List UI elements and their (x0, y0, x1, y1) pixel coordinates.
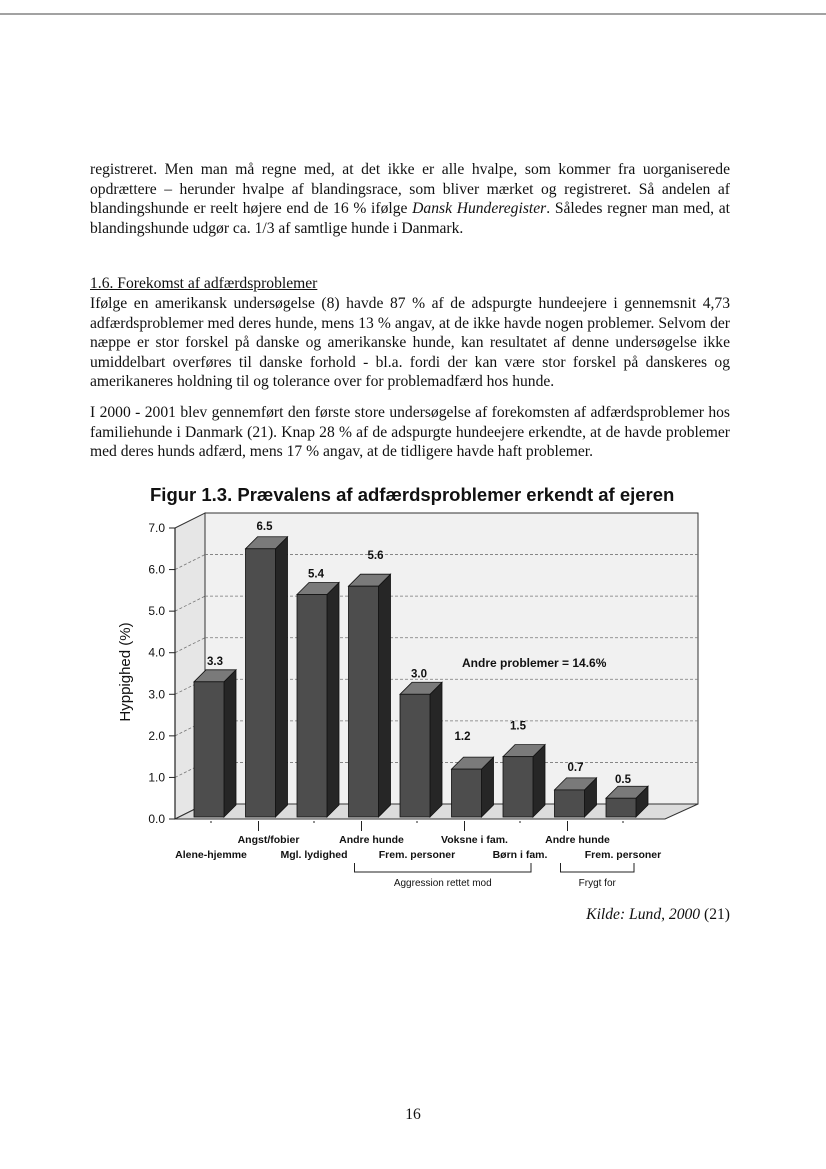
x-category-label: Frem. personer (378, 849, 456, 861)
bar-value-label: 3.0 (411, 668, 427, 681)
paragraph-1-text-a: registreret. Men man må regne med, at det ikke er alle hvalpe, som kommer fra uorganiserede opdrættere – herunder hvalpe af blandingsrace, som bliver mærket og registreret. Så andelen af blandingshunde er reelt højere end de 16 % ifølge (90, 161, 730, 218)
bar (349, 586, 379, 817)
group-bracket (355, 863, 532, 872)
bar-side (276, 537, 288, 817)
bar-value-label: 1.2 (454, 731, 471, 744)
y-tick-label: 3.0 (148, 687, 165, 702)
bar-chart (110, 505, 710, 890)
bar-value-label: 0.5 (615, 774, 631, 787)
bar (555, 790, 585, 817)
chart-annotation: Andre problemer = 14.6% (462, 656, 607, 670)
figure-title: Figur 1.3. Prævalens af adfærdsproblemer erkendt af ejeren (150, 484, 675, 505)
bar-value-label: 5.4 (308, 568, 324, 581)
bar-value-label: 6.5 (256, 520, 273, 533)
paragraph-1 (90, 160, 730, 238)
bar-side (379, 574, 391, 817)
x-category-label: Andre hunde (339, 834, 404, 846)
source-citation (560, 906, 730, 924)
x-category-label: Frem. personer (584, 849, 662, 861)
bar (400, 694, 430, 817)
section-heading: 1.6. Forekomst af adfærdsproblemer (90, 275, 318, 292)
bar-side (533, 745, 545, 817)
x-category-label: Andre hunde (545, 834, 610, 846)
x-category-label: Børn i fam. (492, 849, 548, 861)
top-border-line (0, 13, 826, 15)
bar-value-label: 5.6 (367, 550, 384, 563)
bar (452, 769, 482, 817)
source-ref: (21) (700, 906, 730, 923)
bar-side (224, 670, 236, 817)
paragraph-1-text-b: . Således regner man med, at blandingshunde udgør ca. 1/3 af samtlige hunde i Danmark. (90, 200, 730, 237)
bar (246, 549, 276, 817)
bar-value-label: 3.3 (207, 655, 223, 668)
x-category-label: Angst/fobier (237, 834, 300, 846)
group-bracket (561, 863, 635, 872)
y-tick-label: 1.0 (148, 770, 165, 785)
x-category-label: Voksne i fam. (441, 834, 508, 846)
y-tick-label: 4.0 (148, 645, 165, 660)
group-label: Frygt for (578, 878, 616, 889)
bar (194, 682, 224, 817)
bar-side (430, 682, 442, 817)
page-number: 16 (405, 1106, 421, 1123)
paragraph-2: Ifølge en amerikansk undersøgelse (8) havde 87 % af de adspurgte hundeejere i gennemsnit 4,73 adfærdsproblemer med deres hunde, mens 13 % angav, at de ikke havde nogen problemer. Selvom der næppe er stor forskel på danske og amerikanske hunde, kan resultatet af denne undersøgelse ikke umiddelbart overføres til danske forhold - bl.a. fordi der kan være stor forskel på danskeres og amerikaneres holdning til og tolerance over for problemadfærd hos hunde. (90, 295, 730, 391)
x-category-label: Alene-hjemme (175, 849, 247, 861)
bar (606, 798, 636, 817)
x-category-label: Mgl. lydighed (280, 849, 348, 861)
y-axis-label: Hyppighed (%) (117, 622, 134, 722)
source-italic: Kilde: Lund, 2000 (586, 906, 701, 923)
y-tick-label: 6.0 (148, 562, 165, 577)
paragraph-3: I 2000 - 2001 blev gennemført den første store undersøgelse af forekomsten af adfærdsproblemer hos familiehunde i Danmark (21). Knap 28 % af de adspurgte hundeejere erkendte, at de havde problemer med deres hunds adfærd, mens 17 % angav, at de tidligere havde haft problemer. (90, 404, 730, 461)
bar-value-label: 1.5 (510, 720, 526, 733)
y-tick-label: 0.0 (148, 812, 165, 826)
y-tick-label: 5.0 (148, 604, 165, 619)
bar-value-label: 0.7 (567, 761, 584, 774)
bar (297, 595, 327, 817)
y-tick-label: 2.0 (148, 728, 165, 743)
group-label: Aggression rettet mod (393, 878, 492, 889)
bar-side (327, 583, 339, 817)
paragraph-1-italic: Dansk Hunderegister (412, 200, 547, 218)
y-tick-label: 7.0 (148, 521, 165, 535)
bar (503, 757, 533, 817)
